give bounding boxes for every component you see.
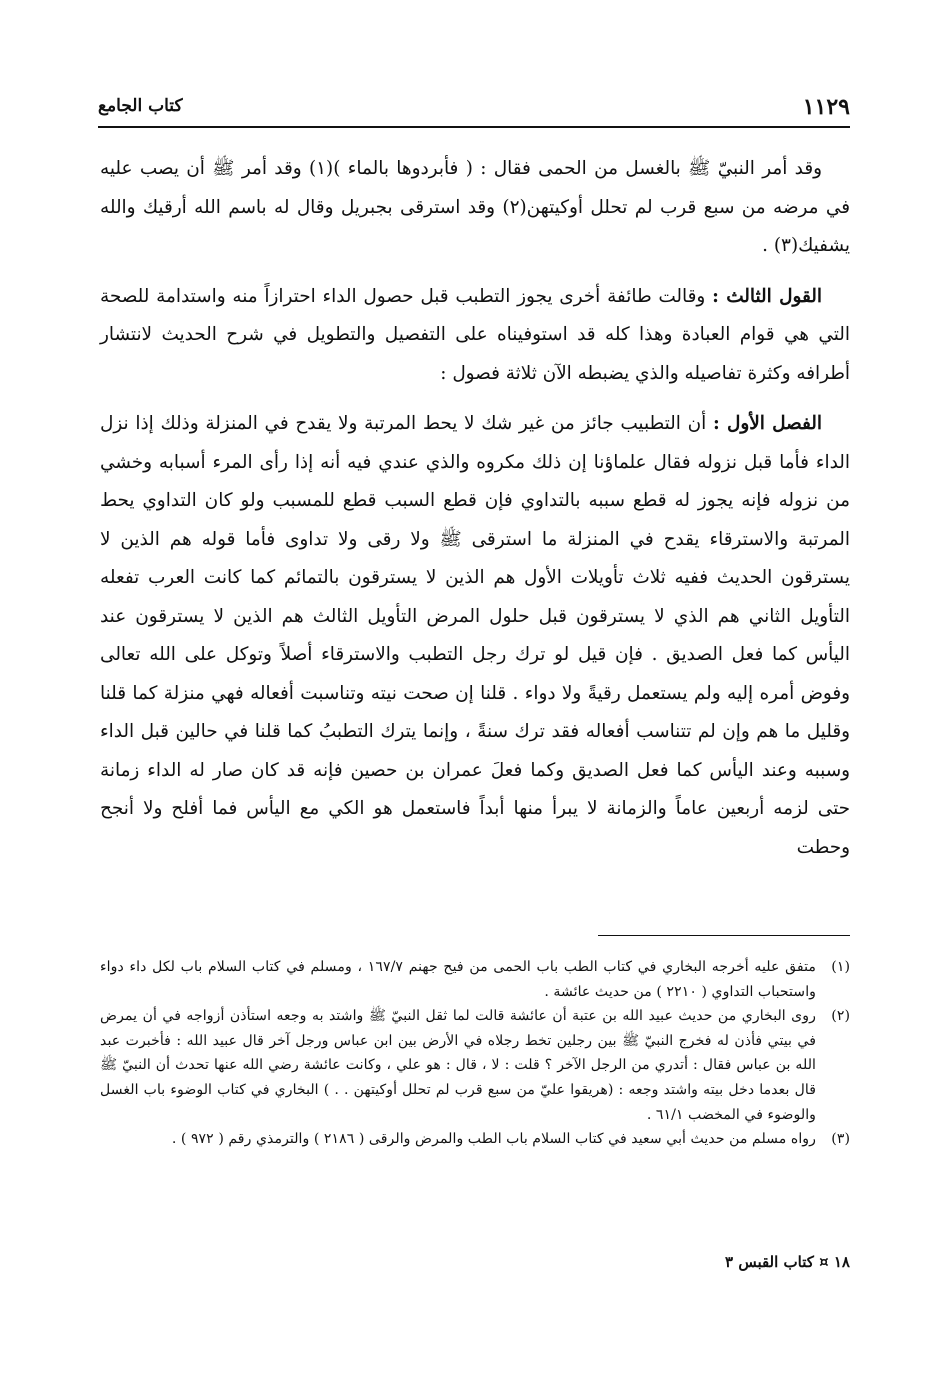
- footnote-number: (٣): [831, 1131, 850, 1148]
- signature-line: ١٨ ¤ كتاب القبس ٣: [725, 1253, 850, 1271]
- footnote: [100, 1004, 850, 1127]
- paragraph-text: وقالت طائفة أخرى يجوز التطبب قبل حصول الداء احترازاً منه واستدامة للصحة التي هي قوام العبادة وهذا كله قد استوفيناه على التفصيل والتطويل في شرح الحديث لانتشار أطرافه وكثرة تفاصيله والذي يضبطه الآن ثلاثة فصول :: [100, 285, 850, 384]
- paragraph: [100, 278, 850, 394]
- paragraph-text: أن التطبيب جائز من غير شك لا يحط المرتبة ولا يقدح في المنزلة وذلك إذا نزل الداء فأما قبل نزوله فقال علماؤنا إن ذلك مكروه والذي عندي فيه أنه إذا رأى المرء أسبابه وخشي من نزوله فإنه يجوز له قطع سببه بالتداوي فإن قطع السبب قطع للمسبب ولو كان التداوي يحط المرتبة والاسترقاء يقدح في المنزلة ما استرقى ﷺ ولا رقى ولا تداوى فأما قوله هم الذين لا يسترقون الحديث ففيه ثلاث تأويلات الأول هم الذين لا يسترقون بالتمائم كما كانت العرب تفعله التأويل الثاني هم الذي لا يسترقون قبل حلول المرض التأويل الثالث هم الذين لا يسترقون عند اليأس كما فعل الصديق . فإن قيل لو ترك رجل التطبب والاسترقاء أصلاً وتوكل على الله تعالى وفوض أمره إليه ولم يستعمل رقيةً ولا دواء . قلنا إن صحت نيته وتناسبت أفعاله فهي منزلة كما قلنا وقليل ما هم وإن لم تتناسب أفعاله فقد ترك سنةً ، وإنما يترك التطببُ كما قلنا في حالين قبل الداء وسببه وعند اليأس كما فعل الصديق وكما فعلَ عمران بن حصين فإنه قد كان صار له الداء زمانة حتى لزمه أربعين عاماً والزمانة لا يبرأ منها أبداً فاستعمل هو الكي مع اليأس فما أفلح ولا أنجح وحطت: [100, 413, 850, 858]
- footnotes: [100, 955, 850, 1152]
- section-heading: الفصل الأول :: [712, 413, 822, 434]
- footnote: [100, 1127, 850, 1152]
- main-text: [100, 150, 850, 867]
- footnote-text: رواه مسلم من حديث أبي سعيد في كتاب السلام باب الطب والمرض والرقى ( ٢١٨٦ ) والترمذي رقم ( ٩٧٢ ) .: [171, 1131, 816, 1148]
- book-title: كتاب الجامع: [98, 96, 183, 116]
- running-header: [98, 92, 850, 128]
- paragraph: وقد أمر النبيّ ﷺ بالغسل من الحمى فقال : ( فأبردوها بالماء )(١) وقد أمر ﷺ أن يصب عليه في مرضه من سبع قرب لم تحلل أوكيتهن(٢) وقد استرقى بجبريل وقال له باسم الله أرقيك والله يشفيك(٣) .: [100, 158, 850, 256]
- page-number: ١١٢٩: [802, 94, 850, 120]
- footnote-divider: [598, 935, 850, 936]
- footnote-text: متفق عليه أخرجه البخاري في كتاب الطب باب الحمى من فيح جهنم ١٦٧/٧ ، ومسلم في كتاب السلام باب لكل داء دواء واستحباب التداوي ( ٢٢١٠ ) من حديث عائشة .: [100, 959, 816, 1000]
- paragraph: [100, 405, 850, 867]
- footnote: [100, 955, 850, 1004]
- section-heading: القول الثالث :: [712, 285, 822, 307]
- footnote-number: (١): [831, 959, 850, 975]
- footnote-number: (٢): [831, 1008, 850, 1025]
- footnote-text: روى البخاري من حديث عبيد الله بن عتبة أن عائشة قالت لما ثقل النبيّ ﷺ واشتد به وجعه استأذن أزواجه في أن يمرض في بيتي فأذن له فخرج النبيّ ﷺ بين رجلين تخط رجلاه في الأرض بين ابن عباس ورجل آخر قال عبيد الله : فأخبرت عبد الله بن عباس فقال : أتدري من الرجل الآخر ؟ قلت : لا ، قال : هو علي ، وكانت عائشة رضي الله عنها تحدث أن النبيّ ﷺ قال بعدما دخل بيته واشتد وجعه : (هريقوا عليّ من سبع قرب لم تحلل أوكيتهن . . ) البخاري في كتاب الوضوء باب الغسل والوضوء في المخضب ٦١/١ .: [100, 1008, 816, 1123]
